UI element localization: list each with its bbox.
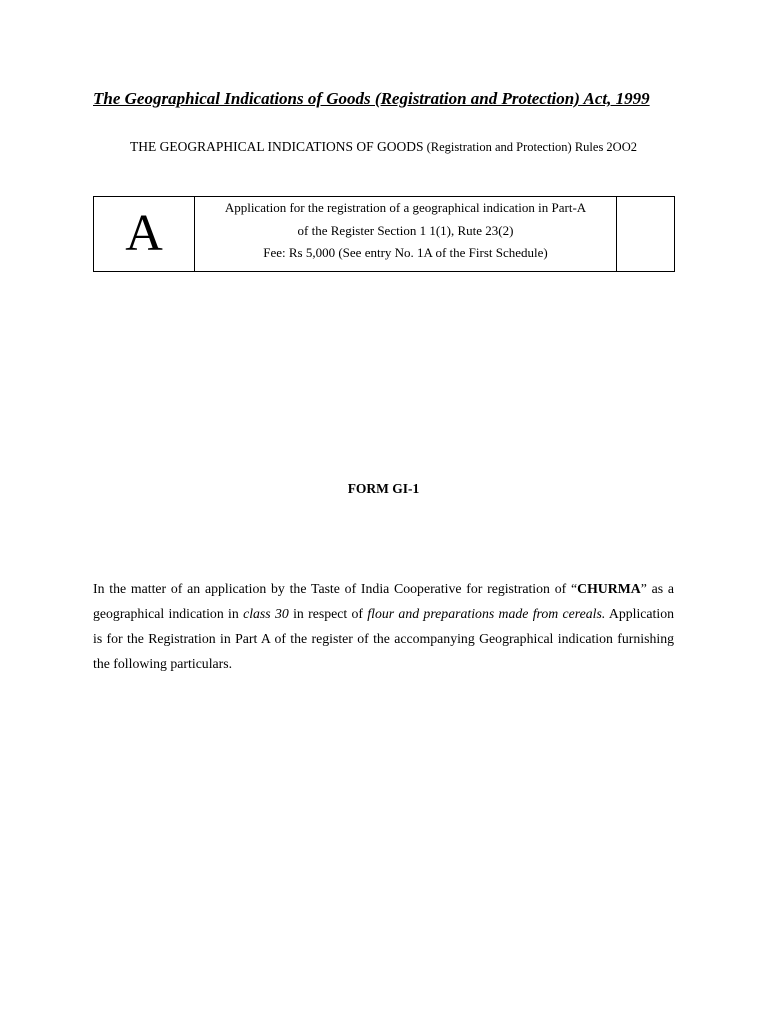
rules-title-rest: (Registration and Protection) Rules 2OO2 [423, 140, 637, 154]
class-number: class 30 [243, 606, 289, 621]
form-description-line-3: Fee: Rs 5,000 (See entry No. 1A of the First Schedule) [263, 245, 548, 260]
product-name: CHURMA [577, 581, 641, 596]
paragraph-seg-4: Application is for the Registration in Part A of the register of the accompanying Geographical indication furnishing the following particulars. [93, 606, 675, 671]
form-description-line-2: of the Register Section 1 1(1), Rute 23(2) [297, 222, 514, 238]
rules-title-caps: THE GEOGRAPHICAL INDICATIONS OF GOODS [129, 139, 424, 154]
paragraph-seg-3: in respect of [288, 606, 368, 621]
paragraph-seg-2: ” as a geographical indication in [93, 581, 675, 621]
form-header-table [93, 196, 675, 272]
form-description [195, 197, 617, 271]
form-empty-cell [617, 197, 674, 271]
paragraph-seg-1: In the matter of an application by the Taste of India Cooperative for registration of “ [93, 581, 578, 596]
form-description-line-1: Application for the registration of a geographical indication in Part-A [224, 200, 587, 215]
goods-description: flour and preparations made from cereals. [367, 606, 606, 621]
form-letter: A [94, 197, 195, 271]
form-name: FORM GI-1 [347, 481, 420, 496]
rules-title [93, 138, 674, 156]
act-title: The Geographical Indications of Goods (Registration and Protection) Act, 1999 [93, 89, 650, 108]
application-paragraph [93, 576, 674, 676]
